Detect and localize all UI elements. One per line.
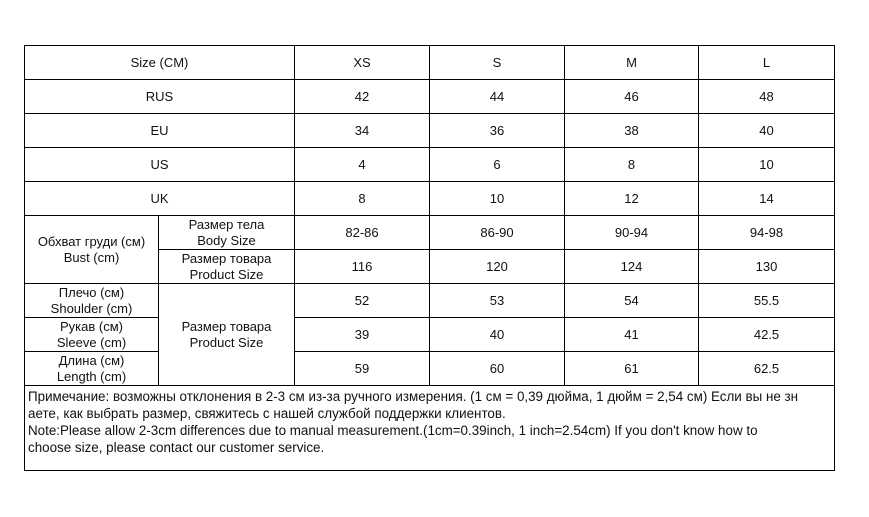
size-header-l: L <box>699 46 835 80</box>
table-cell: 55.5 <box>699 284 835 318</box>
note-ru-line-1: Примечание: возможны отклонения в 2-3 см из-за ручного измерения. (1 см = 0,39 дюйма, 1 дюйм = 2,54 см) Если вы не зн <box>28 389 799 404</box>
table-cell: 52 <box>295 284 430 318</box>
table-cell: 12 <box>565 182 699 216</box>
table-cell: 120 <box>430 250 565 284</box>
header-row <box>25 46 835 80</box>
table-cell: 124 <box>565 250 699 284</box>
table-cell: 14 <box>699 182 835 216</box>
length-label-cell <box>25 352 159 386</box>
row-label-eu: EU <box>25 114 295 148</box>
sleeve-label-cell <box>25 318 159 352</box>
table-cell: 60 <box>430 352 565 386</box>
table-cell: 41 <box>565 318 699 352</box>
sleeve-label-ru: Рукав (см) <box>60 318 123 334</box>
table-row-rus <box>25 80 835 114</box>
table-cell: 8 <box>565 148 699 182</box>
product-size-label-en: Product Size <box>189 334 264 350</box>
body-size-label-ru: Размер тела <box>188 216 265 232</box>
table-cell: 44 <box>430 80 565 114</box>
table-cell: 61 <box>565 352 699 386</box>
note-row <box>25 386 835 471</box>
shoulder-label-en: Shoulder (cm) <box>50 300 133 316</box>
note-cell <box>25 386 835 471</box>
table-cell: 36 <box>430 114 565 148</box>
table-cell: 90-94 <box>565 216 699 250</box>
table-cell: 40 <box>430 318 565 352</box>
sleeve-label-en: Sleeve (cm) <box>56 334 127 350</box>
table-cell: 42.5 <box>699 318 835 352</box>
size-header-s: S <box>430 46 565 80</box>
product-size-label-ru: Размер товара <box>181 318 272 334</box>
table-cell: 38 <box>565 114 699 148</box>
table-cell: 34 <box>295 114 430 148</box>
table-cell: 82-86 <box>295 216 430 250</box>
table-row-length <box>25 352 835 386</box>
bust-product-size-label-ru: Размер товара <box>181 250 272 266</box>
note-ru-line-2: аете, как выбрать размер, свяжитесь с нашей службой поддержки клиентов. <box>28 406 506 421</box>
shoulder-label-ru: Плечо (см) <box>58 284 125 300</box>
table-cell: 4 <box>295 148 430 182</box>
row-label-uk: UK <box>25 182 295 216</box>
table-cell: 46 <box>565 80 699 114</box>
table-cell: 10 <box>430 182 565 216</box>
shoulder-label-cell <box>25 284 159 318</box>
table-cell: 42 <box>295 80 430 114</box>
table-cell: 48 <box>699 80 835 114</box>
size-header-xs: XS <box>295 46 430 80</box>
row-label-rus: RUS <box>25 80 295 114</box>
table-row-sleeve <box>25 318 835 352</box>
table-cell: 8 <box>295 182 430 216</box>
table-cell: 54 <box>565 284 699 318</box>
table-row-us <box>25 148 835 182</box>
bust-label-en: Bust (cm) <box>63 249 120 265</box>
table-cell: 62.5 <box>699 352 835 386</box>
header-label-cell: Size (CM) <box>25 46 295 80</box>
table-cell: 40 <box>699 114 835 148</box>
bust-label-ru: Обхват груди (см) <box>37 233 146 249</box>
table-cell: 10 <box>699 148 835 182</box>
size-header-m: M <box>565 46 699 80</box>
table-cell: 130 <box>699 250 835 284</box>
table-row-uk <box>25 182 835 216</box>
length-label-ru: Длина (см) <box>58 352 125 368</box>
body-size-label-cell <box>159 216 295 250</box>
table-cell: 53 <box>430 284 565 318</box>
table-cell: 116 <box>295 250 430 284</box>
bust-label-cell <box>25 216 159 284</box>
row-label-us: US <box>25 148 295 182</box>
table-row-shoulder <box>25 284 835 318</box>
table-row-eu <box>25 114 835 148</box>
table-cell: 6 <box>430 148 565 182</box>
table-row-bust-body-size <box>25 216 835 250</box>
size-chart-table <box>24 45 835 471</box>
bust-product-size-label-en: Product Size <box>189 266 264 282</box>
table-cell: 59 <box>295 352 430 386</box>
body-size-label-en: Body Size <box>197 232 256 248</box>
bust-product-size-label-cell <box>159 250 295 284</box>
table-cell: 86-90 <box>430 216 565 250</box>
note-en-line-2: choose size, please contact our customer service. <box>28 440 325 455</box>
table-cell: 94-98 <box>699 216 835 250</box>
table-cell: 39 <box>295 318 430 352</box>
note-en-line-1: Note:Please allow 2-3cm differences due to manual measurement.(1cm=0.39inch, 1 inch=2.54cm) If you don't know how to <box>28 423 758 438</box>
length-label-en: Length (cm) <box>56 368 127 384</box>
product-size-label-cell <box>159 284 295 386</box>
